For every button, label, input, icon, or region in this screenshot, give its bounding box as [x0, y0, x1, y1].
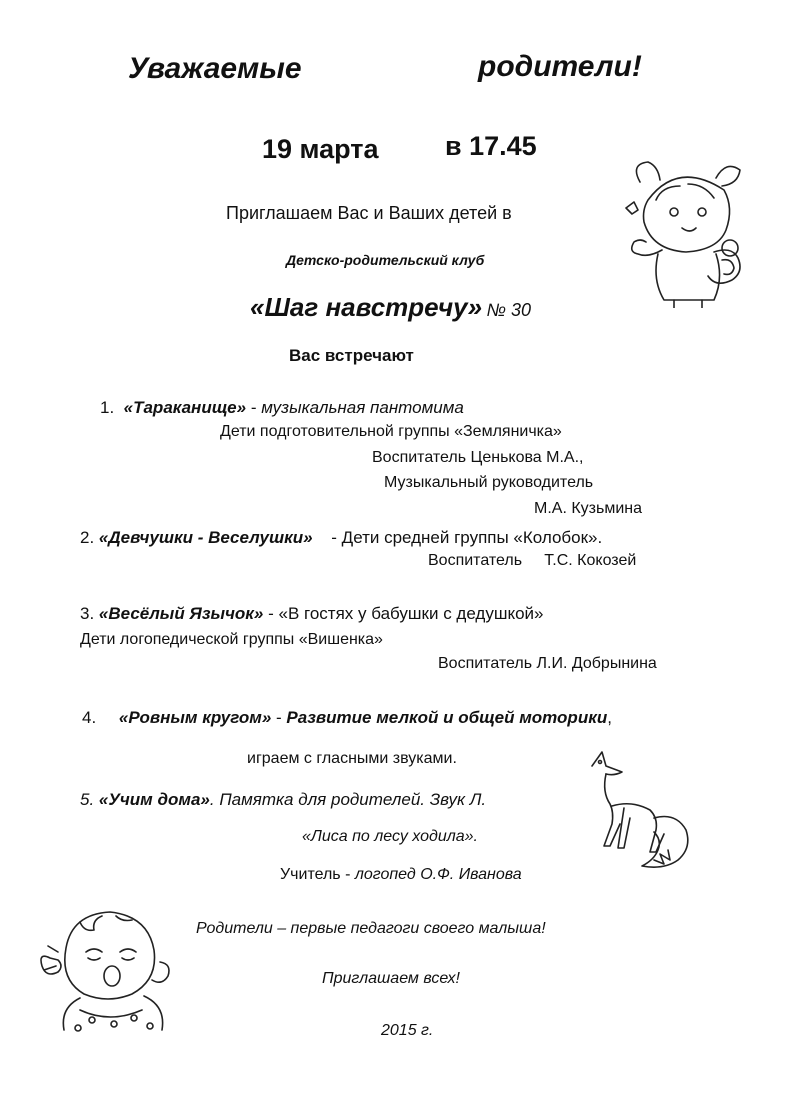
fox-icon [584, 748, 694, 868]
item-3-heading [80, 604, 544, 624]
club-title [250, 292, 531, 323]
meet-heading: Вас встречают [289, 346, 414, 365]
item-number: 4. [82, 708, 97, 727]
item-dash: - [246, 398, 262, 417]
item-1-heading [100, 398, 464, 418]
item-1-music-name: М.А. Кузьмина [534, 500, 642, 517]
greeting-left: Уважаемые [128, 52, 302, 85]
item-desc: Развитие мелкой и общей моторики [286, 708, 608, 727]
item-3-group: Дети логопедической группы «Вишенка» [80, 631, 383, 648]
item-dash: - [271, 708, 287, 727]
motto: Родители – первые педагоги своего малыша! [196, 920, 546, 937]
item-2-teacher: Воспитатель Т.С. Кокозей [428, 552, 637, 569]
item-1-group: Дети подготовительной группы «Земляничка» [220, 423, 562, 440]
item-1-music-role: Музыкальный руководитель [384, 474, 594, 491]
item-title: «Ровным кругом» [118, 708, 272, 727]
item-number: 1. [100, 398, 115, 417]
event-time: в 17.45 [445, 131, 537, 161]
teacher-rest: логопед О.Ф. Иванова [354, 866, 522, 883]
item-desc-tail: , [607, 708, 612, 727]
invite-all: Приглашаем всех! [322, 970, 460, 987]
item-desc: музыкальная пантомима [261, 398, 464, 417]
greeting-right: родители! [478, 50, 642, 83]
item-title: «Весёлый Язычок» [98, 604, 264, 623]
item-number: 2. [80, 528, 95, 547]
item-3-teacher: Воспитатель Л.И. Добрынина [438, 655, 657, 672]
item-2-heading [80, 528, 602, 548]
teacher-prefix: Учитель - [280, 866, 355, 883]
crying-child-icon [36, 906, 176, 1036]
item-5-teacher [280, 866, 522, 884]
item-title: «Тараканище» [123, 398, 247, 417]
club-number: № 30 [486, 300, 532, 320]
club-name: «Шаг навстречу» [250, 292, 483, 322]
item-desc: - Дети средней группы «Колобок». [331, 528, 603, 547]
year: 2015 г. [381, 1022, 434, 1039]
event-date: 19 марта [262, 134, 379, 164]
item-title: «Учим дома» [98, 790, 210, 809]
item-number: 3. [80, 604, 95, 623]
club-line: Детско-родительский клуб [286, 252, 485, 268]
item-1-teacher: Воспитатель Ценькова М.А., [372, 449, 584, 466]
girl-with-doll-icon [618, 148, 768, 308]
item-number: 5. [80, 790, 95, 809]
item-5-heading [80, 790, 486, 810]
item-desc: - «В гостях у бабушки с дедушкой» [263, 604, 544, 623]
item-title: «Девчушки - Веселушки» [98, 528, 313, 547]
invite-line: Приглашаем Вас и Ваших детей в [226, 203, 512, 223]
item-5-rhyme: «Лиса по лесу ходила». [302, 828, 478, 845]
item-4-note: играем с гласными звуками. [247, 750, 457, 767]
item-4-heading [82, 708, 612, 728]
item-desc: . Памятка для родителей. Звук Л. [209, 790, 487, 809]
